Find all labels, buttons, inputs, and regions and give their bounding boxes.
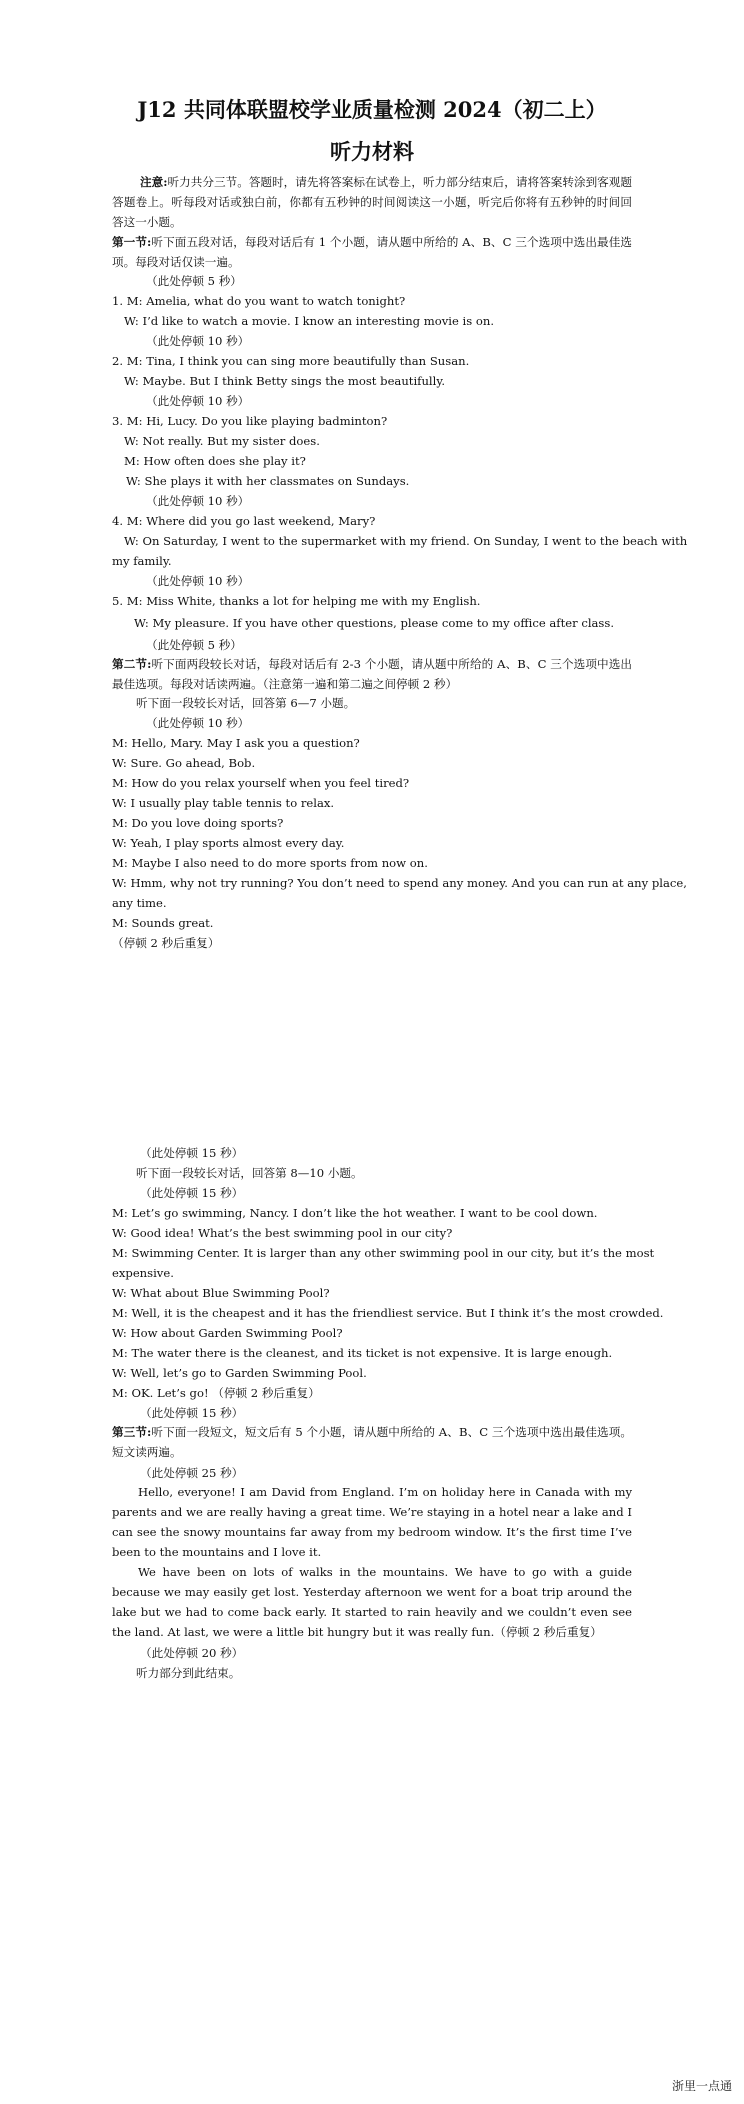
dialogue-line: M: The water there is the cleanest, and its ticket is not expensive. It is large enough. [112, 1346, 613, 1360]
dialogue-line: W: I usually play table tennis to relax. [112, 796, 335, 810]
pause-text: （此处停顿 10 秒） [146, 716, 250, 730]
dialogue-line: 2. M: Tina, I think you can sing more beautifully than Susan. [112, 354, 470, 368]
exam-title: J12 共同体联盟校学业质量检测 2024（初二上） [137, 97, 607, 122]
section3-text: 听下面一段短文，短文后有 5 个小题，请从题中所给的 A、B、C 三个选项中选出最佳选项。短文读两遍。 [112, 1425, 632, 1459]
section2-instructions [112, 654, 632, 694]
dialogue-line: M: OK. Let’s go! （停顿 2 秒后重复） [112, 1386, 320, 1400]
question-intro: 听下面一段较长对话，回答第 6—7 小题。 [136, 696, 356, 710]
pause-text: （此处停顿 10 秒） [146, 494, 250, 508]
dialogue-line: 1. M: Amelia, what do you want to watch tonight? [112, 294, 406, 308]
section1-label: 第一节: [112, 235, 152, 249]
pause-text: （此处停顿 5 秒） [146, 274, 242, 288]
dialogue-line: M: Hello, Mary. May I ask you a question? [112, 736, 360, 750]
pause-text: （此处停顿 15 秒） [140, 1186, 244, 1200]
dialogue-line: 4. M: Where did you go last weekend, Mary? [112, 514, 376, 528]
end-note: 听力部分到此结束。 [136, 1666, 241, 1680]
pause-text: （此处停顿 10 秒） [146, 394, 250, 408]
pause-text: （此处停顿 15 秒） [140, 1406, 244, 1420]
section3-label: 第三节: [112, 1425, 152, 1439]
dialogue-line: my family. [112, 554, 172, 568]
dialogue-line: M: How often does she play it? [124, 454, 306, 468]
dialogue-line: 5. M: Miss White, thanks a lot for helping me with my English. [112, 594, 481, 608]
dialogue-line: 3. M: Hi, Lucy. Do you like playing badminton? [112, 414, 388, 428]
section2-label: 第二节: [112, 657, 152, 671]
pause-text: （此处停顿 10 秒） [146, 334, 250, 348]
dialogue-line: W: Sure. Go ahead, Bob. [112, 756, 256, 770]
section3-instructions [112, 1422, 632, 1462]
dialogue-line: W: My pleasure. If you have other questions, please come to my office after class. [134, 616, 615, 630]
passage-paragraph-2: We have been on lots of walks in the mountains. We have to go with a guide because we may easily get lost. Yesterday afternoon we went for a boat trip around the lake but we had to come back early. It started to rain heavily and we couldn’t even see the land. At last, we were a little bit hungry but it was really fun.（停顿 2 秒后重复） [112, 1565, 632, 1639]
dialogue-line: M: Let’s go swimming, Nancy. I don’t like the hot weather. I want to be cool down. [112, 1206, 598, 1220]
dialogue-line: W: I’d like to watch a movie. I know an interesting movie is on. [124, 314, 495, 328]
notice-label: 注意: [140, 175, 168, 189]
section1-instructions [112, 232, 632, 272]
pause-text: （此处停顿 10 秒） [146, 574, 250, 588]
dialogue-line: M: Do you love doing sports? [112, 816, 284, 830]
repeat-note: （停顿 2 秒后重复） [112, 936, 220, 950]
dialogue-line: W: On Saturday, I went to the supermarket with my friend. On Sunday, I went to the beach with [124, 534, 688, 548]
pause-text: （此处停顿 20 秒） [140, 1646, 244, 1660]
dialogue-line: W: Yeah, I play sports almost every day. [112, 836, 345, 850]
dialogue-line: W: Good idea! What’s the best swimming pool in our city? [112, 1226, 453, 1240]
dialogue-line: W: She plays it with her classmates on Sundays. [126, 474, 410, 488]
dialogue-line: expensive. [112, 1266, 174, 1280]
notice [112, 172, 632, 232]
dialogue-line: M: How do you relax yourself when you feel tired? [112, 776, 410, 790]
dialogue-line: W: Maybe. But I think Betty sings the most beautifully. [124, 374, 446, 388]
dialogue-line: W: Not really. But my sister does. [124, 434, 320, 448]
exam-subtitle: 听力材料 [330, 139, 414, 164]
section2-text: 听下面两段较长对话，每段对话后有 2-3 个小题，请从题中所给的 A、B、C 三个选项中选出最佳选项。每段对话读两遍。（注意第一遍和第二遍之间停顿 2 秒） [112, 657, 632, 691]
question-intro: 听下面一段较长对话，回答第 8—10 小题。 [136, 1166, 363, 1180]
section1-text: 听下面五段对话，每段对话后有 1 个小题，请从题中所给的 A、B、C 三个选项中选出最佳选项。每段对话仅读一遍。 [112, 235, 632, 269]
watermark: 浙里一点通 [671, 2079, 732, 2093]
dialogue-line: W: What about Blue Swimming Pool? [112, 1286, 330, 1300]
dialogue-line: W: Well, let’s go to Garden Swimming Pool. [112, 1366, 367, 1380]
dialogue-line: M: Maybe I also need to do more sports from now on. [112, 856, 428, 870]
pause-text: （此处停顿 25 秒） [140, 1466, 244, 1480]
dialogue-line: M: Sounds great. [112, 916, 214, 930]
notice-text: 听力共分三节。答题时，请先将答案标在试卷上，听力部分结束后，请将答案转涂到客观题答题卷上。听每段对话或独白前，你都有五秒钟的时间阅读这一小题，听完后你将有五秒钟的时间回答这一小题。 [112, 175, 632, 229]
dialogue-line: any time. [112, 896, 167, 910]
dialogue-line: M: Swimming Center. It is larger than any other swimming pool in our city, but it’s the most [112, 1246, 655, 1260]
pause-text: （此处停顿 5 秒） [146, 638, 242, 652]
dialogue-line: W: Hmm, why not try running? You don’t need to spend any money. And you can run at any place, [112, 876, 687, 890]
pause-text: （此处停顿 15 秒） [140, 1146, 244, 1160]
dialogue-line: W: How about Garden Swimming Pool? [112, 1326, 343, 1340]
dialogue-line: M: Well, it is the cheapest and it has the friendliest service. But I think it’s the most crowded. [112, 1306, 664, 1320]
passage-paragraph-1: Hello, everyone! I am David from England. I’m on holiday here in Canada with my parents and we are really having a great time. We’re staying in a hotel near a lake and I can see the snowy mountains far away from my bedroom window. It’s the first time I’ve been to the mountains and I love it. [112, 1485, 632, 1559]
